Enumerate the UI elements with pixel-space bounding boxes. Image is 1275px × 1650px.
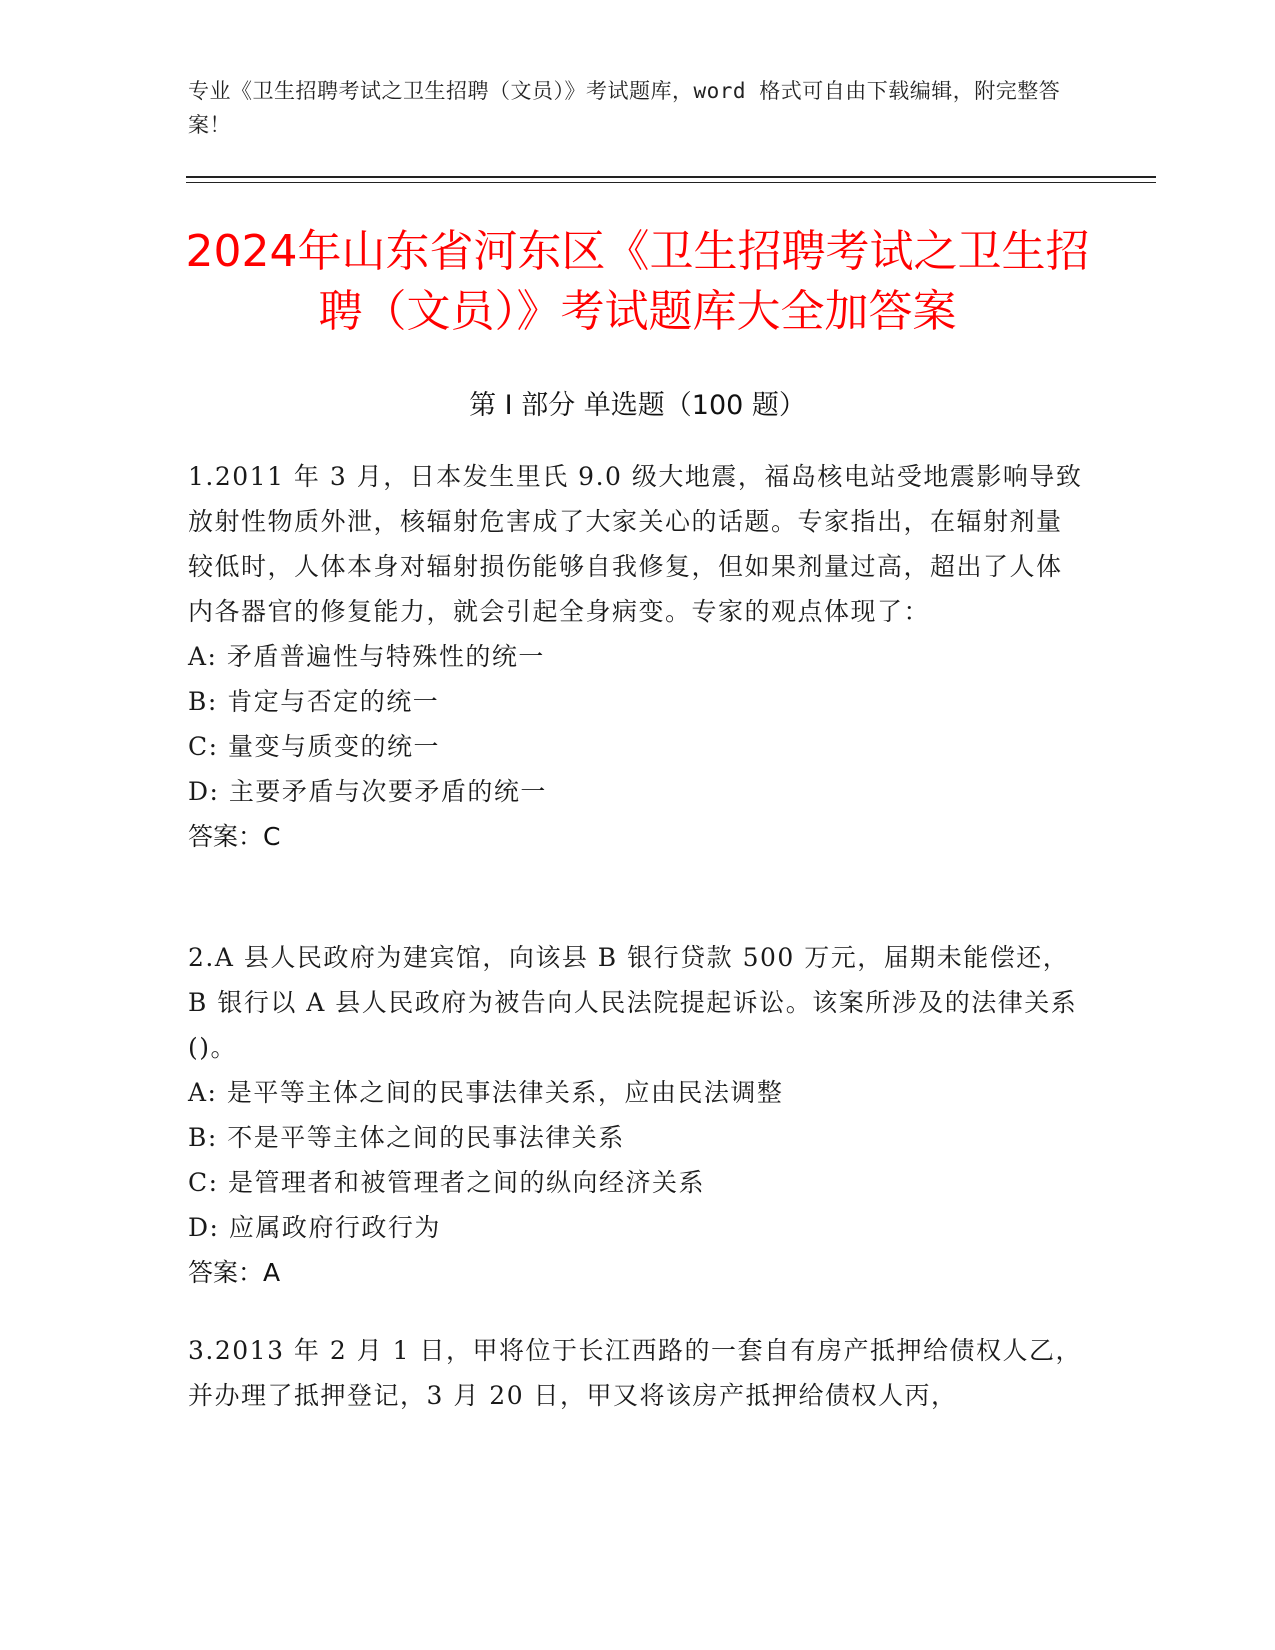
answer-label: 答案：A <box>188 1258 281 1287</box>
option-d: D: 主要矛盾与次要矛盾的统一 <box>188 777 547 806</box>
option-a: A: 矛盾普遍性与特殊性的统一 <box>188 642 545 671</box>
answer-label: 答案：C <box>188 822 281 851</box>
section-title: 第 I 部分 单选题（100 题） <box>469 390 806 421</box>
question-stem: 2.A 县人民政府为建宾馆，向该县 B 银行贷款 500 万元，届期未能偿还，B 银行以 A 县人民政府为被告向人民法院提起诉讼。该案所涉及的法律关系()。 <box>188 943 1078 1062</box>
header-divider <box>186 176 1156 178</box>
question-2 <box>188 935 1088 1295</box>
header-note: 专业《卫生招聘考试之卫生招聘（文员）》考试题库，word 格式可自由下载编辑，附完整答案！ <box>188 79 1061 137</box>
option-a: A: 是平等主体之间的民事法律关系，应由民法调整 <box>188 1078 784 1107</box>
header-divider-thin <box>186 182 1156 183</box>
question-1 <box>188 454 1088 859</box>
option-c: C: 是管理者和被管理者之间的纵向经济关系 <box>188 1168 705 1197</box>
question-3 <box>188 1328 1088 1418</box>
option-c: C: 量变与质变的统一 <box>188 732 440 761</box>
option-b: B: 肯定与否定的统一 <box>188 687 440 716</box>
question-stem: 3.2013 年 2 月 1 日，甲将位于长江西路的一套自有房产抵押给债权人乙，并办理了抵押登记，3 月 20 日，甲又将该房产抵押给债权人丙， <box>188 1336 1083 1410</box>
question-stem: 1.2011 年 3 月，日本发生里氏 9.0 级大地震，福岛核电站受地震影响导致放射性物质外泄，核辐射危害成了大家关心的话题。专家指出，在辐射剂量较低时，人体本身对辐射损伤能够自我修复，但如果剂量过高，超出了人体内各器官的修复能力，就会引起全身病变。专家的观点体现了： <box>188 462 1083 626</box>
option-d: D: 应属政府行政行为 <box>188 1213 441 1242</box>
document-title: 2024年山东省河东区《卫生招聘考试之卫生招聘（文员）》考试题库大全加答案 <box>185 226 1090 337</box>
option-b: B: 不是平等主体之间的民事法律关系 <box>188 1123 625 1152</box>
